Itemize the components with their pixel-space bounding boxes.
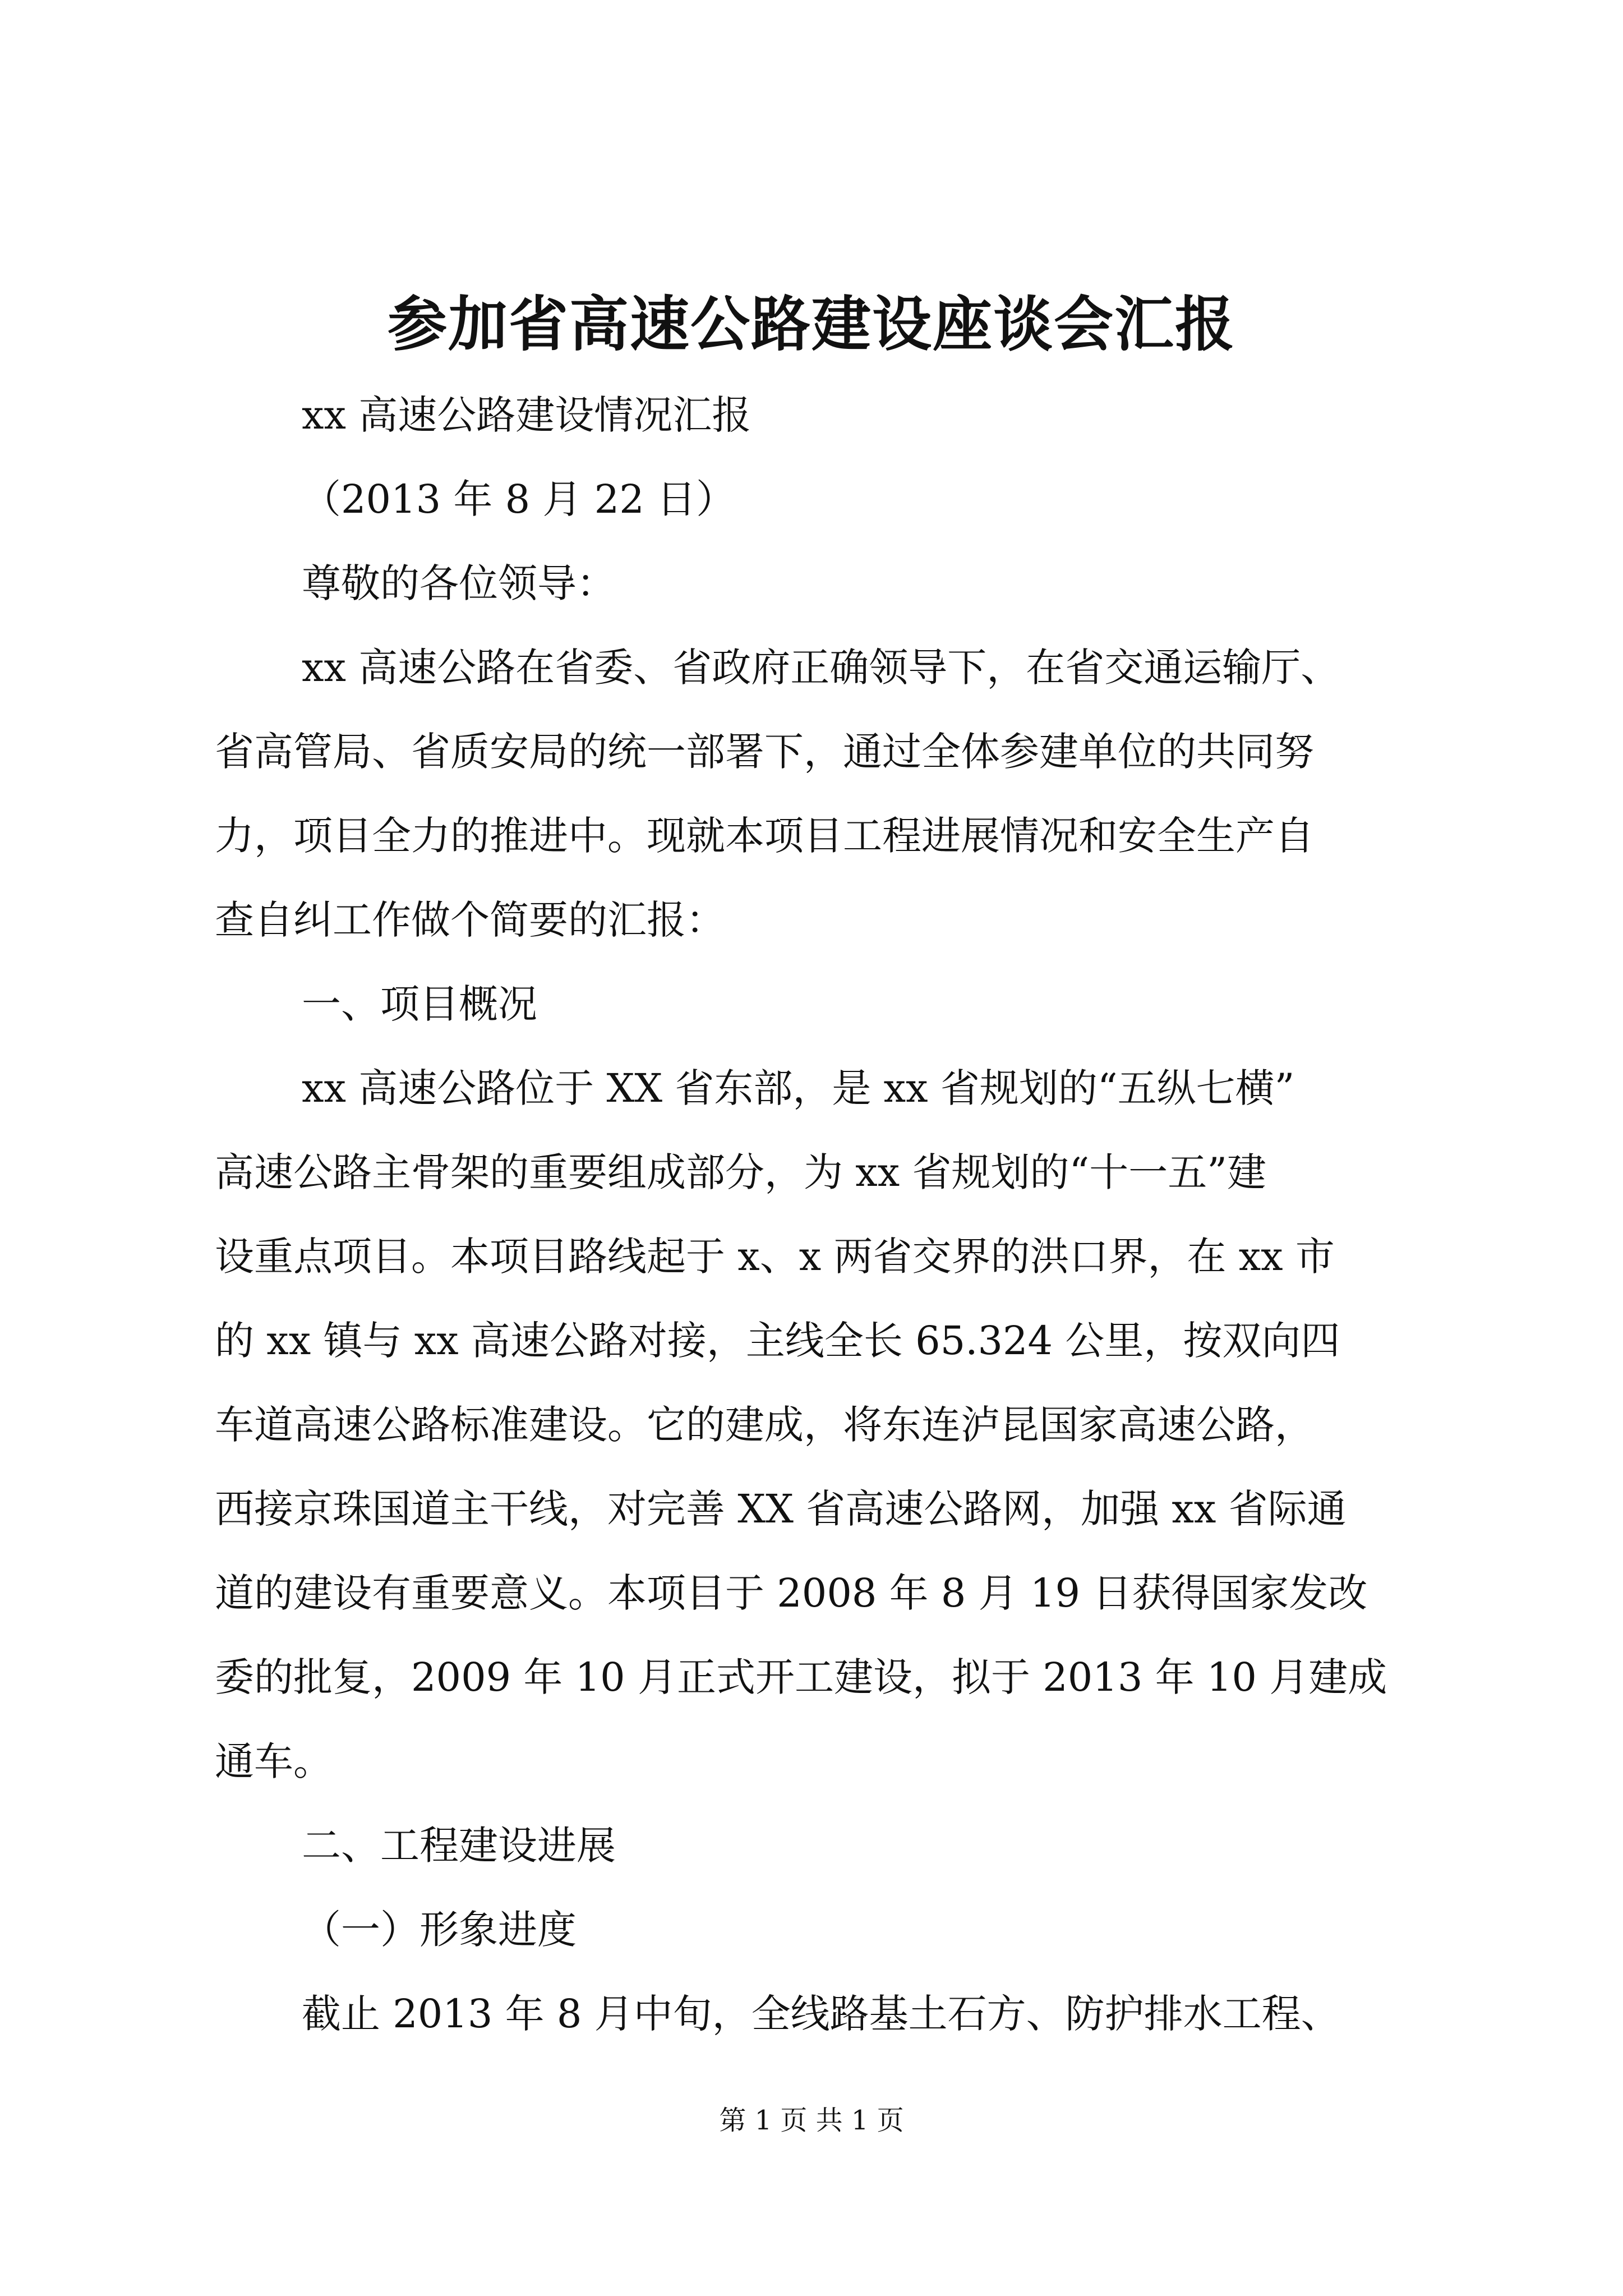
body-line: 设重点项目。本项目路线起于 x、x 两省交界的洪口界，在 xx 市 [215, 1234, 1335, 1280]
section-heading: 二、工程建设进展 [302, 1823, 616, 1869]
date-line: （2013 年 8 月 22 日） [302, 476, 736, 522]
page-number-footer: 第 1 页 共 1 页 [719, 2105, 904, 2136]
body-line: 的 xx 镇与 xx 高速公路对接，主线全长 65.324 公里，按双向四 [215, 1318, 1340, 1364]
document-title: 参加省高速公路建设座谈会汇报 [388, 289, 1235, 359]
body-line: 力，项目全力的推进中。现就本项目工程进展情况和安全生产自 [215, 813, 1314, 859]
salutation-line: 尊敬的各位领导： [302, 560, 616, 606]
body-line: 查自纠工作做个简要的汇报： [215, 897, 725, 943]
body-line: 车道高速公路标准建设。它的建成，将东连泸昆国家高速公路， [215, 1402, 1314, 1448]
body-line: xx 高速公路在省委、省政府正确领导下，在省交通运输厅、 [302, 645, 1340, 691]
body-line: 高速公路主骨架的重要组成部分，为 xx 省规划的“十一五”建 [215, 1149, 1267, 1195]
body-line: 西接京珠国道主干线，对完善 XX 省高速公路网，加强 xx 省际通 [215, 1486, 1347, 1532]
body-line: 委的批复，2009 年 10 月正式开工建设，拟于 2013 年 10 月建成 [215, 1654, 1387, 1700]
body-line: 通车。 [215, 1738, 333, 1784]
body-line: 道的建设有重要意义。本项目于 2008 年 8 月 19 日获得国家发改 [215, 1570, 1368, 1616]
section-heading: 一、项目概况 [302, 981, 537, 1027]
body-line: 省高管局、省质安局的统一部署下，通过全体参建单位的共同努 [215, 729, 1314, 775]
subtitle-line: xx 高速公路建设情况汇报 [302, 392, 751, 438]
subsection-heading: （一）形象进度 [302, 1907, 577, 1953]
body-line: xx 高速公路位于 XX 省东部，是 xx 省规划的“五纵七横” [302, 1065, 1295, 1111]
body-line: 截止 2013 年 8 月中旬，全线路基土石方、防护排水工程、 [302, 1991, 1340, 2037]
